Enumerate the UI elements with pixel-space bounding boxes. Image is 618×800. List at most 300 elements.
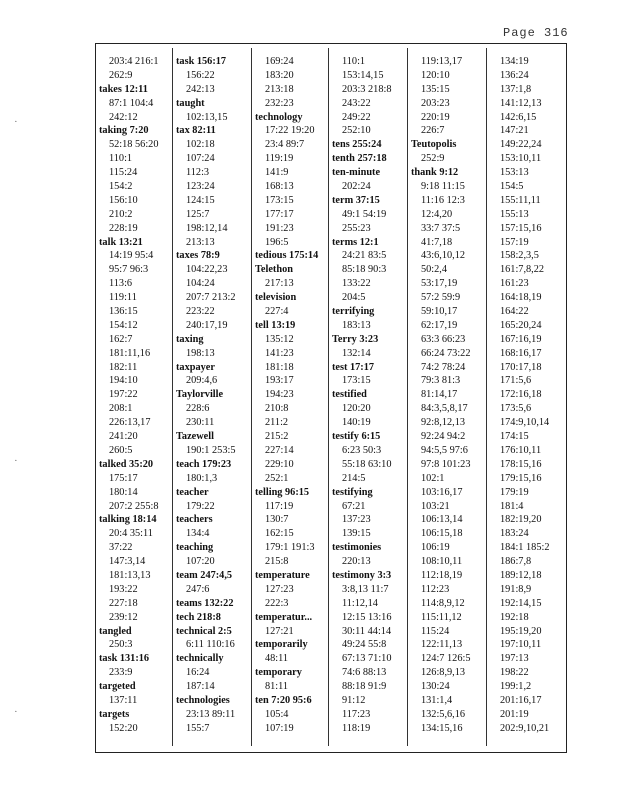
index-term: teams 132:22 bbox=[176, 597, 234, 609]
index-page-ref: 174:15 bbox=[500, 431, 529, 443]
index-page-ref: 149:22,24 bbox=[500, 139, 542, 151]
index-page-ref: 49:1 54:19 bbox=[342, 208, 387, 220]
index-term: talked 35:20 bbox=[99, 458, 154, 470]
index-page-ref: 194:10 bbox=[109, 375, 138, 387]
index-page-ref: 105:4 bbox=[265, 708, 289, 720]
index-page-ref: 192:18 bbox=[500, 611, 529, 623]
index-page-ref: 127:21 bbox=[265, 625, 294, 637]
index-page-ref: 260:5 bbox=[109, 444, 133, 456]
index-term: talk 13:21 bbox=[99, 236, 143, 248]
index-page-ref: 81:14,17 bbox=[421, 389, 458, 401]
page-number: Page 316 bbox=[503, 26, 569, 40]
index-term: teachers bbox=[176, 514, 213, 526]
index-page-ref: 110:1 bbox=[342, 56, 366, 67]
index-page-ref: 132:5,6,16 bbox=[421, 708, 466, 720]
index-term: testified bbox=[332, 389, 367, 401]
index-page-ref: 112:3 bbox=[186, 167, 210, 179]
index-term: taxing bbox=[176, 333, 204, 345]
index-page-ref: 107:24 bbox=[186, 153, 215, 165]
index-page-ref: 48:11 bbox=[265, 653, 289, 665]
index-term: testimonies bbox=[332, 542, 382, 554]
index-page-ref: 243:22 bbox=[342, 97, 371, 109]
index-page-ref: 41:7,18 bbox=[421, 236, 453, 248]
index-page-ref: 12:4,20 bbox=[421, 208, 453, 220]
index-page-ref: 6:11 110:16 bbox=[186, 639, 235, 651]
index-page-ref: 227:18 bbox=[109, 597, 138, 609]
index-term: temperatur... bbox=[255, 611, 313, 623]
index-page-ref: 115:11,12 bbox=[421, 611, 462, 623]
index-page-ref: 239:12 bbox=[109, 611, 138, 623]
index-page-ref: 155:11,11 bbox=[500, 194, 541, 206]
index-page-ref: 210:2 bbox=[109, 208, 133, 220]
index-page-ref: 203:3 218:8 bbox=[342, 83, 392, 95]
index-page-ref: 168:13 bbox=[265, 181, 294, 193]
index-page-ref: 147:3,14 bbox=[109, 556, 146, 568]
index-page-ref: 207:7 213:2 bbox=[186, 292, 236, 304]
index-page-ref: 119:11 bbox=[109, 292, 137, 304]
index-page-ref: 92:8,12,13 bbox=[421, 417, 466, 429]
index-term: testifying bbox=[332, 486, 373, 498]
index-page-ref: 23:4 89:7 bbox=[265, 139, 305, 151]
index-page-ref: 67:21 bbox=[342, 500, 366, 512]
column-divider bbox=[251, 48, 252, 746]
binding-mark: · bbox=[14, 116, 18, 128]
index-page-ref: 213:18 bbox=[265, 83, 294, 95]
index-page-ref: 11:12,14 bbox=[342, 597, 378, 609]
index-page-ref: 198:13 bbox=[186, 347, 215, 359]
index-page-ref: 137:23 bbox=[342, 514, 371, 526]
index-page-ref: 74:2 78:24 bbox=[421, 361, 466, 373]
index-term: Teutopolis bbox=[411, 139, 457, 151]
index-page-ref: 183:13 bbox=[342, 319, 371, 331]
index-page-ref: 153:13 bbox=[500, 167, 529, 179]
index-page-ref: 211:2 bbox=[265, 417, 289, 429]
index-page-ref: 193:17 bbox=[265, 375, 294, 387]
index-page-ref: 9:18 11:15 bbox=[421, 181, 465, 193]
index-page-ref: 252:10 bbox=[342, 125, 371, 137]
index-page-ref: 203:23 bbox=[421, 97, 450, 109]
index-page-ref: 132:14 bbox=[342, 347, 371, 359]
index-page-ref: 112:23 bbox=[421, 583, 450, 595]
index-page-ref: 107:20 bbox=[186, 556, 215, 568]
index-page-ref: 227:4 bbox=[265, 306, 289, 318]
index-page-ref: 198:22 bbox=[500, 667, 529, 679]
index-page-ref: 16:24 bbox=[186, 667, 210, 679]
index-page-ref: 122:11,13 bbox=[421, 639, 463, 651]
index-term: technically bbox=[176, 653, 224, 665]
index-page-ref: 230:11 bbox=[186, 417, 215, 429]
index-page-ref: 134:15,16 bbox=[421, 722, 463, 734]
index-page-ref: 14:19 95:4 bbox=[109, 250, 154, 262]
index-page-ref: 177:17 bbox=[265, 208, 294, 220]
index-page-ref: 102:1 bbox=[421, 472, 445, 484]
index-page-ref: 197:13 bbox=[500, 653, 529, 665]
index-page-ref: 112:18,19 bbox=[421, 569, 463, 581]
index-page-ref: 167:16,19 bbox=[500, 333, 542, 345]
index-page-ref: 240:17,19 bbox=[186, 319, 228, 331]
index-page-ref: 179:15,16 bbox=[500, 472, 542, 484]
index-page-ref: 125:7 bbox=[186, 208, 210, 220]
index-term: technology bbox=[255, 111, 303, 123]
index-page-ref: 137:1,8 bbox=[500, 83, 532, 95]
index-page-ref: 156:10 bbox=[109, 194, 138, 206]
index-page-ref: 178:15,16 bbox=[500, 458, 542, 470]
index-page-ref: 165:20,24 bbox=[500, 319, 542, 331]
index-term: terms 12:1 bbox=[332, 236, 379, 248]
index-page-ref: 156:22 bbox=[186, 69, 215, 81]
index-term: tenth 257:18 bbox=[332, 153, 387, 165]
index-page-ref: 220:19 bbox=[421, 111, 450, 123]
index-page-ref: 103:21 bbox=[421, 500, 450, 512]
index-page-ref: 119:13,17 bbox=[421, 56, 463, 67]
index-page-ref: 81:11 bbox=[265, 681, 289, 693]
index-page-ref: 97:8 101:23 bbox=[421, 458, 471, 470]
index-page-ref: 179:1 191:3 bbox=[265, 542, 315, 554]
index-page-ref: 115:24 bbox=[109, 167, 138, 179]
index-term: tell 13:19 bbox=[255, 319, 296, 331]
index-term: telling 96:15 bbox=[255, 486, 310, 498]
column-divider bbox=[486, 48, 487, 746]
index-page-ref: 153:14,15 bbox=[342, 69, 384, 81]
index-page-ref: 204:5 bbox=[342, 292, 366, 304]
index-page-ref: 108:10,11 bbox=[421, 556, 463, 568]
index-term: tax 82:11 bbox=[176, 125, 216, 137]
index-term: talking 18:14 bbox=[99, 514, 157, 526]
column-divider bbox=[407, 48, 408, 746]
index-page-ref: 124:7 126:5 bbox=[421, 653, 471, 665]
index-page-ref: 154:5 bbox=[500, 181, 524, 193]
binding-mark: · bbox=[14, 455, 18, 467]
index-page-ref: 114:8,9,12 bbox=[421, 597, 465, 609]
index-page-ref: 186:7,8 bbox=[500, 556, 532, 568]
index-page-ref: 50:2,4 bbox=[421, 264, 448, 276]
index-page-ref: 155:7 bbox=[186, 722, 210, 734]
index-page-ref: 223:22 bbox=[186, 306, 215, 318]
index-column-3 bbox=[255, 55, 318, 736]
index-page-ref: 203:4 216:1 bbox=[109, 56, 159, 67]
index-page-ref: 262:9 bbox=[109, 69, 133, 81]
index-page-ref: 120:20 bbox=[342, 403, 371, 415]
index-page-ref: 183:20 bbox=[265, 69, 294, 81]
index-page-ref: 17:22 19:20 bbox=[265, 125, 315, 137]
index-page-ref: 195:19,20 bbox=[500, 625, 542, 637]
index-page-ref: 201:19 bbox=[500, 708, 529, 720]
index-page-ref: 141:9 bbox=[265, 167, 289, 179]
index-page-ref: 241:20 bbox=[109, 431, 138, 443]
index-page-ref: 126:8,9,13 bbox=[421, 667, 466, 679]
index-page-ref: 153:10,11 bbox=[500, 153, 542, 165]
index-term: temporarily bbox=[255, 639, 308, 651]
index-page-ref: 37:22 bbox=[109, 542, 133, 554]
index-page-ref: 104:24 bbox=[186, 278, 215, 290]
index-page-ref: 181:13,13 bbox=[109, 569, 151, 581]
index-page-ref: 176:10,11 bbox=[500, 444, 542, 456]
index-page-ref: 164:18,19 bbox=[500, 292, 542, 304]
index-page-ref: 214:5 bbox=[342, 472, 366, 484]
index-page-ref: 53:17,19 bbox=[421, 278, 458, 290]
index-page-ref: 210:8 bbox=[265, 403, 289, 415]
index-page-ref: 232:23 bbox=[265, 97, 294, 109]
index-term: teaching bbox=[176, 542, 214, 554]
index-page-ref: 207:2 255:8 bbox=[109, 500, 159, 512]
index-term: tens 255:24 bbox=[332, 139, 382, 151]
index-page-ref: 147:21 bbox=[500, 125, 529, 137]
index-page-ref: 197:22 bbox=[109, 389, 138, 401]
index-page-ref: 209:4,6 bbox=[186, 375, 218, 387]
index-term: technologies bbox=[176, 694, 230, 706]
index-page-ref: 107:19 bbox=[265, 722, 294, 734]
index-page-ref: 220:13 bbox=[342, 556, 371, 568]
index-page-ref: 30:11 44:14 bbox=[342, 625, 392, 637]
index-page-ref: 180:14 bbox=[109, 486, 138, 498]
index-term: tedious 175:14 bbox=[255, 250, 319, 262]
index-page-ref: 193:22 bbox=[109, 583, 138, 595]
index-page-ref: 250:3 bbox=[109, 639, 133, 651]
index-term: team 247:4,5 bbox=[176, 569, 233, 581]
index-page-ref: 55:18 63:10 bbox=[342, 458, 392, 470]
index-page-ref: 175:17 bbox=[109, 472, 138, 484]
index-page-ref: 181:4 bbox=[500, 500, 524, 512]
index-page-ref: 136:15 bbox=[109, 306, 138, 318]
index-term: temporary bbox=[255, 667, 302, 679]
index-page-ref: 102:18 bbox=[186, 139, 215, 151]
index-page-ref: 222:3 bbox=[265, 597, 289, 609]
index-page-ref: 255:23 bbox=[342, 222, 371, 234]
index-page-ref: 190:1 253:5 bbox=[186, 444, 236, 456]
index-page-ref: 233:9 bbox=[109, 667, 133, 679]
index-page-ref: 182:19,20 bbox=[500, 514, 542, 526]
index-term: ten-minute bbox=[332, 167, 381, 179]
index-page-ref: 88:18 91:9 bbox=[342, 681, 387, 693]
index-page-ref: 191:23 bbox=[265, 222, 294, 234]
index-page-ref: 215:2 bbox=[265, 431, 289, 443]
index-page-ref: 171:5,6 bbox=[500, 375, 532, 387]
index-page-ref: 158:2,3,5 bbox=[500, 250, 539, 262]
index-page-ref: 115:24 bbox=[421, 625, 450, 637]
index-term: taking 7:20 bbox=[99, 125, 149, 137]
index-column-5 bbox=[411, 55, 470, 736]
index-page-ref: 134:19 bbox=[500, 56, 529, 67]
binding-mark: · bbox=[14, 706, 18, 718]
index-page-ref: 33:7 37:5 bbox=[421, 222, 461, 234]
index-term: taxpayer bbox=[176, 361, 215, 373]
index-page-ref: 196:5 bbox=[265, 236, 289, 248]
index-page-ref: 180:1,3 bbox=[186, 472, 218, 484]
index-page-ref: 168:16,17 bbox=[500, 347, 542, 359]
index-term: teacher bbox=[176, 486, 209, 498]
index-page-ref: 162:15 bbox=[265, 528, 294, 540]
index-page-ref: 173:15 bbox=[265, 194, 294, 206]
index-term: taxes 78:9 bbox=[176, 250, 220, 262]
index-term: targets bbox=[99, 708, 130, 720]
index-page-ref: 79:3 81:3 bbox=[421, 375, 461, 387]
index-page-ref: 154:2 bbox=[109, 181, 133, 193]
index-page-ref: 187:14 bbox=[186, 681, 215, 693]
index-page-ref: 95:7 96:3 bbox=[109, 264, 149, 276]
index-page-ref: 161:23 bbox=[500, 278, 529, 290]
index-page-ref: 179:19 bbox=[500, 486, 529, 498]
index-page-ref: 57:2 59:9 bbox=[421, 292, 461, 304]
index-page-ref: 194:23 bbox=[265, 389, 294, 401]
index-page-ref: 199:1,2 bbox=[500, 681, 532, 693]
index-page-ref: 6:23 50:3 bbox=[342, 444, 382, 456]
index-page-ref: 130:7 bbox=[265, 514, 289, 526]
index-page-ref: 106:19 bbox=[421, 542, 450, 554]
index-page-ref: 135:12 bbox=[265, 333, 294, 345]
index-page-ref: 152:20 bbox=[109, 722, 138, 734]
index-page-ref: 208:1 bbox=[109, 403, 133, 415]
index-page-ref: 117:19 bbox=[265, 500, 294, 512]
index-page-ref: 169:24 bbox=[265, 56, 294, 67]
index-page-ref: 181:11,16 bbox=[109, 347, 151, 359]
index-term: takes 12:11 bbox=[99, 83, 148, 95]
index-page-ref: 157:15,16 bbox=[500, 222, 542, 234]
index-page-ref: 192:14,15 bbox=[500, 597, 542, 609]
index-page-ref: 59:10,17 bbox=[421, 306, 458, 318]
index-page-ref: 191:8,9 bbox=[500, 583, 532, 595]
index-term: tech 218:8 bbox=[176, 611, 221, 623]
index-page-ref: 103:16,17 bbox=[421, 486, 463, 498]
column-divider bbox=[328, 48, 329, 746]
index-page-ref: 215:8 bbox=[265, 556, 289, 568]
index-page-ref: 141:12,13 bbox=[500, 97, 542, 109]
index-page-ref: 43:6,10,12 bbox=[421, 250, 466, 262]
index-page-ref: 120:10 bbox=[421, 69, 450, 81]
index-page-ref: 102:13,15 bbox=[186, 111, 228, 123]
index-page-ref: 85:18 90:3 bbox=[342, 264, 387, 276]
index-term: thank 9:12 bbox=[411, 167, 459, 179]
index-page-ref: 179:22 bbox=[186, 500, 215, 512]
index-page-ref: 217:13 bbox=[265, 278, 294, 290]
index-page-ref: 123:24 bbox=[186, 181, 215, 193]
index-term: temperature bbox=[255, 569, 310, 581]
index-page-ref: 23:13 89:11 bbox=[186, 708, 236, 720]
index-page-ref: 201:16,17 bbox=[500, 694, 542, 706]
index-page-ref: 189:12,18 bbox=[500, 569, 542, 581]
index-page-ref: 172:16,18 bbox=[500, 389, 542, 401]
index-page-ref: 52:18 56:20 bbox=[109, 139, 159, 151]
index-page-ref: 249:22 bbox=[342, 111, 371, 123]
index-page-ref: 157:19 bbox=[500, 236, 529, 248]
index-page-ref: 142:6,15 bbox=[500, 111, 537, 123]
index-page-ref: 252:9 bbox=[421, 153, 445, 165]
index-page-ref: 118:19 bbox=[342, 722, 371, 734]
index-term: Terry 3:23 bbox=[332, 333, 379, 345]
index-page-ref: 202:24 bbox=[342, 181, 371, 193]
index-term: targeted bbox=[99, 681, 136, 693]
index-term: testimony 3:3 bbox=[332, 569, 392, 581]
index-term: term 37:15 bbox=[332, 194, 380, 206]
index-page-ref: 155:13 bbox=[500, 208, 529, 220]
index-page-ref: 62:17,19 bbox=[421, 319, 458, 331]
index-page-ref: 124:15 bbox=[186, 194, 215, 206]
index-page-ref: 84:3,5,8,17 bbox=[421, 403, 468, 415]
column-divider bbox=[172, 48, 173, 746]
index-page-ref: 228:6 bbox=[186, 403, 210, 415]
index-page-ref: 74:6 88:13 bbox=[342, 667, 387, 679]
index-page-ref: 164:22 bbox=[500, 306, 529, 318]
index-page-ref: 242:13 bbox=[186, 83, 215, 95]
index-page-ref: 213:13 bbox=[186, 236, 215, 248]
index-page-ref: 173:15 bbox=[342, 375, 371, 387]
index-page-ref: 24:21 83:5 bbox=[342, 250, 387, 262]
index-column-1 bbox=[99, 55, 158, 736]
index-page-ref: 12:15 13:16 bbox=[342, 611, 392, 623]
index-page-ref: 106:15,18 bbox=[421, 528, 463, 540]
index-page-ref: 226:13,17 bbox=[109, 417, 151, 429]
index-page-ref: 137:11 bbox=[109, 694, 138, 706]
index-page-ref: 106:13,14 bbox=[421, 514, 463, 526]
index-page-ref: 173:5,6 bbox=[500, 403, 532, 415]
index-page-ref: 228:19 bbox=[109, 222, 138, 234]
index-page-ref: 136:24 bbox=[500, 69, 529, 81]
index-term: terrifying bbox=[332, 306, 375, 318]
index-term: Taylorville bbox=[176, 389, 224, 401]
index-page-ref: 252:1 bbox=[265, 472, 289, 484]
index-page-ref: 3:8,13 11:7 bbox=[342, 583, 389, 595]
index-page-ref: 92:24 94:2 bbox=[421, 431, 466, 443]
index-page-ref: 247:6 bbox=[186, 583, 210, 595]
index-column-4 bbox=[332, 55, 391, 736]
index-term: technical 2:5 bbox=[176, 625, 232, 637]
index-page-ref: 66:24 73:22 bbox=[421, 347, 471, 359]
index-page-ref: 11:16 12:3 bbox=[421, 194, 465, 206]
index-page-ref: 117:23 bbox=[342, 708, 371, 720]
index-page-ref: 197:10,11 bbox=[500, 639, 542, 651]
index-term: teach 179:23 bbox=[176, 458, 232, 470]
index-page-ref: 181:18 bbox=[265, 361, 294, 373]
index-page-ref: 242:12 bbox=[109, 111, 138, 123]
index-column-6 bbox=[490, 55, 549, 736]
index-term: task 156:17 bbox=[176, 56, 227, 67]
index-column-2 bbox=[176, 55, 235, 736]
index-page-ref: 170:17,18 bbox=[500, 361, 542, 373]
index-page-ref: 104:22,23 bbox=[186, 264, 228, 276]
index-page-ref: 110:1 bbox=[109, 153, 133, 165]
index-page-ref: 202:9,10,21 bbox=[500, 722, 550, 734]
index-page-ref: 174:9,10,14 bbox=[500, 417, 550, 429]
index-page-ref: 131:1,4 bbox=[421, 694, 453, 706]
index-page-ref: 20:4 35:11 bbox=[109, 528, 153, 540]
index-page-ref: 229:10 bbox=[265, 458, 294, 470]
index-page-ref: 161:7,8,22 bbox=[500, 264, 545, 276]
index-page-ref: 154:12 bbox=[109, 319, 138, 331]
index-page-ref: 49:24 55:8 bbox=[342, 639, 387, 651]
index-page-ref: 113:6 bbox=[109, 278, 133, 290]
index-page-ref: 183:24 bbox=[500, 528, 529, 540]
index-page-ref: 134:4 bbox=[186, 528, 210, 540]
index-page-ref: 198:12,14 bbox=[186, 222, 228, 234]
index-page-ref: 91:12 bbox=[342, 694, 366, 706]
index-page-ref: 119:19 bbox=[265, 153, 294, 165]
index-page-ref: 133:22 bbox=[342, 278, 371, 290]
index-term: testify 6:15 bbox=[332, 431, 381, 443]
index-term: ten 7:20 95:6 bbox=[255, 694, 312, 706]
index-page-ref: 162:7 bbox=[109, 333, 133, 345]
index-page-ref: 227:14 bbox=[265, 444, 294, 456]
index-page-ref: 94:5,5 97:6 bbox=[421, 444, 468, 456]
index-page-ref: 184:1 185:2 bbox=[500, 542, 550, 554]
index-term: task 131:16 bbox=[99, 653, 150, 665]
index-page-ref: 141:23 bbox=[265, 347, 294, 359]
index-page-ref: 139:15 bbox=[342, 528, 371, 540]
index-term: test 17:17 bbox=[332, 361, 375, 373]
index-page-ref: 130:24 bbox=[421, 681, 450, 693]
index-term: Telethon bbox=[255, 264, 293, 276]
index-page-ref: 226:7 bbox=[421, 125, 445, 137]
index-page-ref: 127:23 bbox=[265, 583, 294, 595]
index-page-ref: 63:3 66:23 bbox=[421, 333, 466, 345]
